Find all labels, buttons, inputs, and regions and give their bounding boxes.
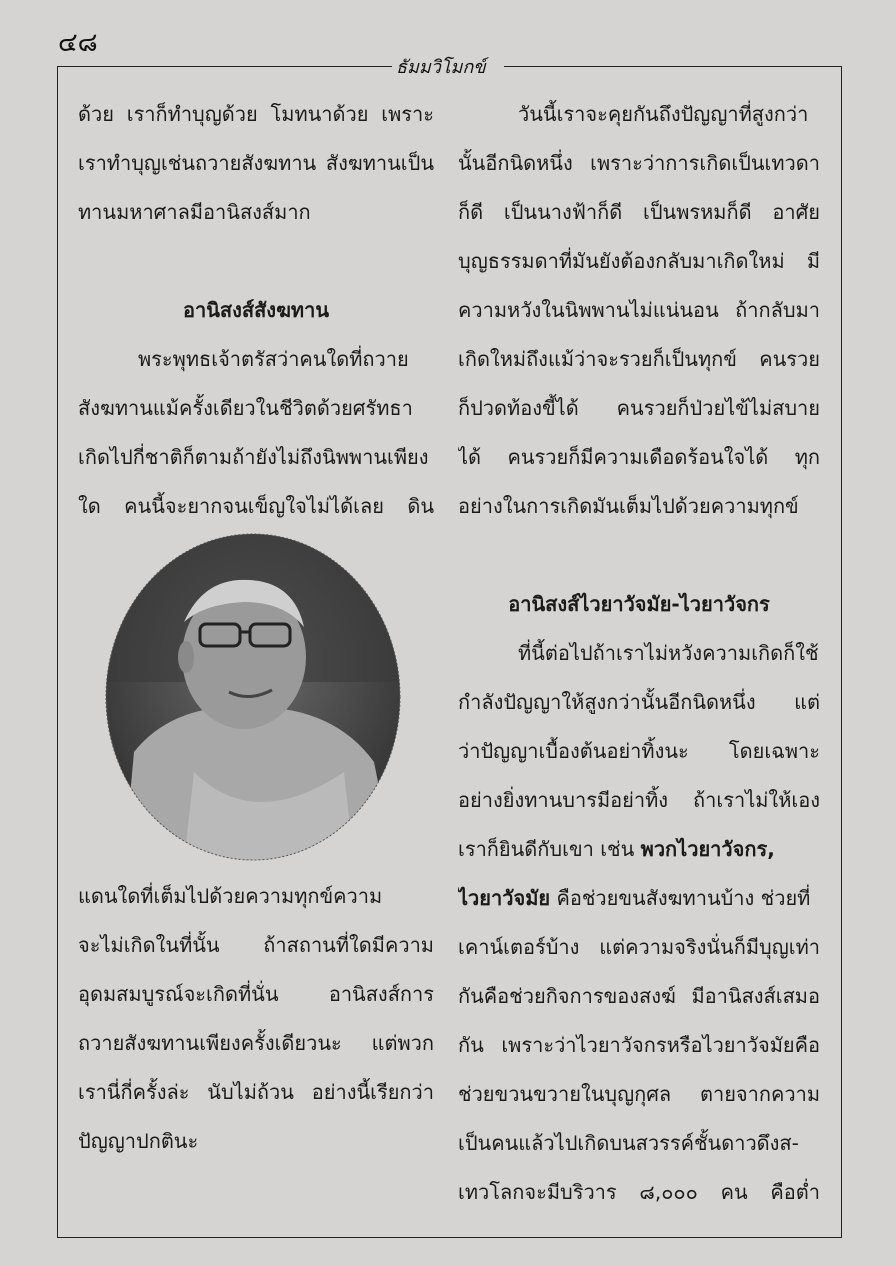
text-line: ความหวังในนิพพานไม่แน่นอน ถ้ากลับมา	[458, 298, 820, 322]
frame-top-rule-left	[57, 66, 392, 67]
text-line: ได้ คนรวยก็มีความเดือดร้อนใจได้ ทุก	[458, 445, 820, 469]
text-line: จะไม่เกิดในที่นั้น ถ้าสถานที่ใดมีความ	[78, 933, 434, 957]
text-line: วันนี้เราจะคุยกันถึงปัญญาที่สูงกว่า	[518, 102, 809, 126]
text-line: ช่วยขวนขวายในบุญกุศล ตายจากความ	[458, 1082, 820, 1106]
bold-term: ไวยาวัจมัย	[458, 886, 551, 910]
text-line-mixed	[458, 825, 820, 874]
text-line: สังฆทานแม้ครั้งเดียวในชีวิตด้วยศรัทธา	[78, 396, 413, 420]
monk-portrait-photo	[104, 532, 402, 862]
text-line: เกิดใหม่ถึงแม้ว่าจะรวยก็เป็นทุกข์ คนรวย	[458, 347, 820, 371]
text-line: เป็นคนแล้วไปเกิดบนสวรรค์ชั้นดาวดึงส-	[458, 1131, 799, 1155]
left-column-bottom	[78, 872, 434, 1166]
text-line: ที่นี้ต่อไปถ้าเราไม่หวังความเกิดก็ใช้	[518, 641, 819, 665]
text-line: ปัญญาปกตินะ	[78, 1129, 199, 1153]
text-line: กัน เพราะว่าไวยาวัจกรหรือไวยาวัจมัยคือ	[458, 1033, 820, 1057]
left-column	[78, 90, 434, 531]
text-run: เราก็ยินดีกับเขา เช่น	[458, 837, 641, 861]
text-line: เทวโลกจะมีบริวาร ๘,๐๐๐ คน คือต่ำ	[458, 1180, 820, 1204]
text-line: แดนใดที่เต็มไปด้วยความทุกข์ความ	[78, 884, 383, 908]
text-line: เกิดไปกี่ชาติก็ตามถ้ายังไม่ถึงนิพพานเพียง	[78, 445, 429, 469]
text-line: นั้นอีกนิดหนึ่ง เพราะว่าการเกิดเป็นเทวดา	[458, 151, 820, 175]
section-heading: อานิสงส์สังฆทาน	[183, 298, 329, 322]
text-line: เราทำบุญเช่นถวายสังฆทาน สังฆทานเป็น	[78, 151, 434, 175]
bold-term: พวกไวยาวัจกร,	[640, 837, 775, 861]
section-heading: อานิสงส์ไวยาวัจมัย-ไวยาวัจกร	[508, 592, 770, 616]
text-line: พระพุทธเจ้าตรัสว่าคนใดที่ถวาย	[138, 347, 409, 371]
frame-top-rule-right	[504, 66, 841, 67]
text-run: คือช่วยขนสังฆทานบ้าง ช่วยที่	[550, 886, 811, 910]
text-line: ว่าปัญญาเบื้องต้นอย่าทิ้งนะ โดยเฉพาะ	[458, 739, 820, 763]
text-line: ก็ดี เป็นนางฟ้าก็ดี เป็นพรหมก็ดี อาศัย	[458, 200, 820, 224]
text-line: อุดมสมบูรณ์จะเกิดที่นั่น อานิสงส์การ	[78, 982, 434, 1006]
running-header: ธัมมวิโมกข์	[396, 57, 486, 78]
text-line: ด้วย เราก็ทำบุญด้วย โมทนาด้วย เพราะ	[78, 102, 434, 126]
text-line: ก็ปวดท้องขี้ได้ คนรวยก็ป่วยไข้ไม่สบาย	[458, 396, 820, 420]
text-line: อย่างในการเกิดมันเต็มไปด้วยความทุกข์	[458, 494, 799, 518]
text-line: เคาน์เตอร์บ้าง แต่ความจริงนั่นก็มีบุญเท่า	[458, 935, 820, 959]
page-number: ๔๘	[58, 28, 98, 58]
text-line: ทานมหาศาลมีอานิสงส์มาก	[78, 200, 311, 224]
text-line: กำลังปัญญาให้สูงกว่านั้นอีกนิดหนึ่ง แต่	[458, 690, 820, 714]
text-line: อย่างยิ่งทานบารมีอย่าทิ้ง ถ้าเราไม่ให้เอง	[458, 788, 820, 812]
text-line: ถวายสังฆทานเพียงครั้งเดียวนะ แต่พวก	[78, 1031, 434, 1055]
text-line-mixed	[458, 874, 820, 923]
text-line: ใด คนนี้จะยากจนเข็ญใจไม่ได้เลย ดิน	[78, 494, 434, 518]
text-line: กันคือช่วยกิจการของสงฆ์ มีอานิสงส์เสมอ	[458, 984, 820, 1008]
text-line: เรานี่กี่ครั้งล่ะ นับไม่ถ้วน อย่างนี้เรียกว่า	[78, 1080, 434, 1104]
text-line: บุญธรรมดาที่มันยังต้องกลับมาเกิดใหม่ มี	[458, 249, 820, 273]
right-column	[458, 90, 820, 1217]
